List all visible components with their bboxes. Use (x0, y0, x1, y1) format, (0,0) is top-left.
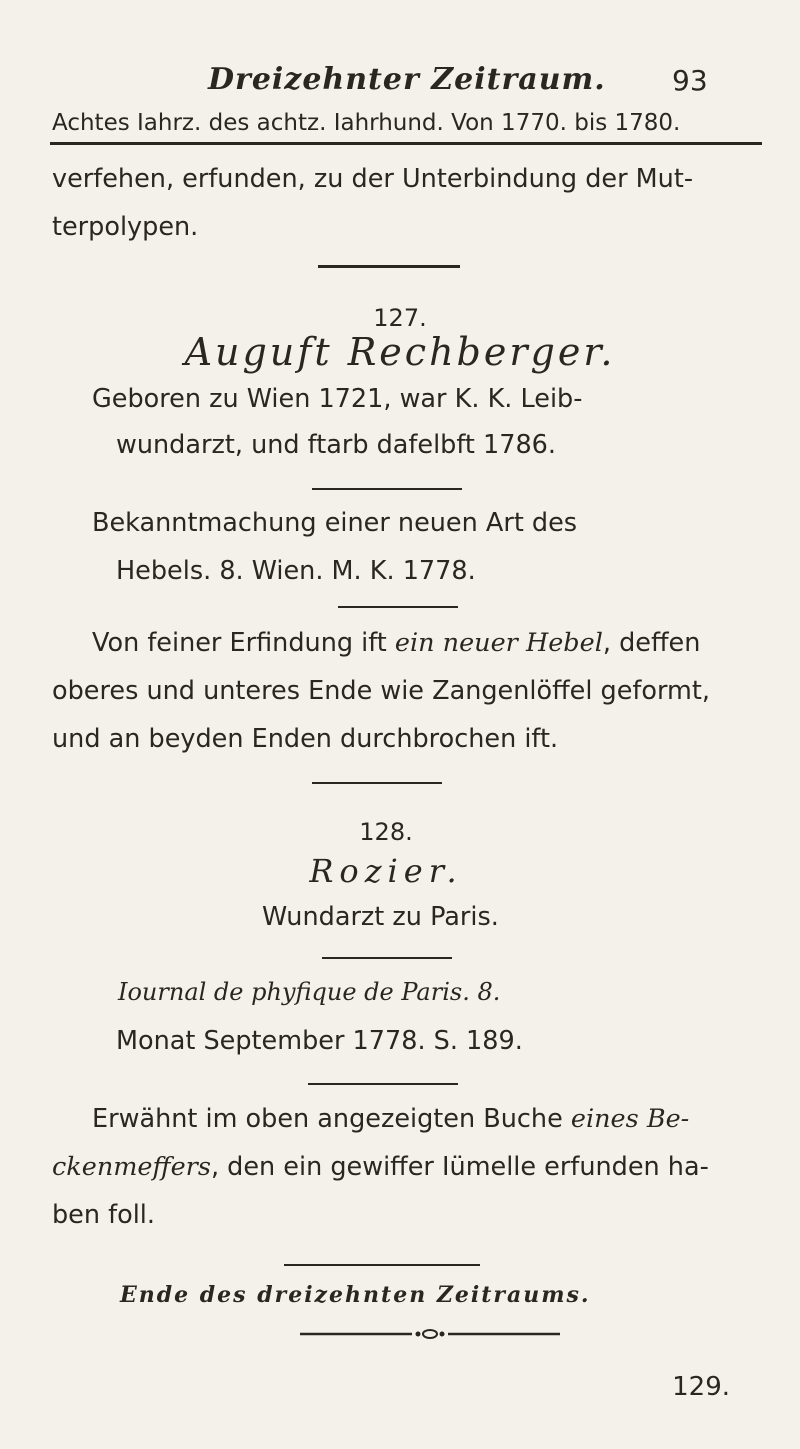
intro-line-1: verfehen, erfunden, zu der Unterbindung der Mut- (52, 164, 694, 194)
entry-128-rule-1 (322, 957, 452, 959)
entry-128-description-2 (52, 1152, 709, 1182)
entry-127-desc-text: Von feiner Erfindung ift (92, 628, 395, 658)
entry-127-description-2: oberes und unteres Ende wie Zangenlöffel geformt, (52, 676, 710, 706)
entry-128-reference-1: Iournal de phyfique de Paris. 8. (118, 978, 501, 1006)
entry-127-description-3: und an beyden Enden durchbrochen ift. (52, 724, 559, 754)
entry-127-description-1 (92, 628, 700, 658)
section-rule-2 (312, 782, 442, 784)
running-title: Dreizehnter Zeitraum. (208, 62, 606, 97)
intro-line-2: terpolypen. (52, 212, 199, 242)
entry-128-reference-2: Monat September 1778. S. 189. (116, 1026, 523, 1056)
ornament-divider (300, 1328, 560, 1340)
entry-127-rule-1 (312, 488, 462, 490)
section-rule-3 (284, 1264, 480, 1266)
entry-127-rule-2 (338, 606, 458, 608)
entry-127-desc-text-2: , deffen (602, 628, 701, 658)
entry-127-reference-2: Hebels. 8. Wien. M. K. 1778. (116, 556, 476, 586)
entry-127-reference-1: Bekanntmachung einer neuen Art des (92, 508, 578, 538)
entry-128-bio: Wundarzt zu Paris. (262, 902, 499, 932)
entry-127-number: 127. (373, 304, 427, 332)
entry-128-name: Rozier. (309, 852, 463, 890)
entry-128-number: 128. (359, 818, 413, 846)
entry-127-bio-1: Geboren zu Wien 1721, war K. K. Leib- (92, 384, 583, 414)
page-number: 93 (672, 64, 708, 97)
entry-128-desc-italic-2: ckenmeffers (52, 1152, 211, 1182)
entry-127-bio-2: wundarzt, und ftarb dafelbft 1786. (116, 430, 556, 460)
entry-128-desc-italic: eines Be- (570, 1104, 690, 1134)
catchword: 129. (672, 1372, 730, 1402)
header-rule (50, 142, 762, 145)
entry-128-rule-2 (308, 1083, 458, 1085)
entry-127-name: Auguft Rechberger. (184, 330, 616, 374)
section-rule (318, 265, 460, 268)
running-subtitle: Achtes Iahrz. des achtz. Iahrhund. Von 1770. bis 1780. (52, 110, 681, 136)
end-of-period-text: Ende des dreizehnten Zeitraums. (120, 1282, 591, 1308)
entry-128-description-3: ben foll. (52, 1200, 155, 1230)
entry-128-desc-text: Erwähnt im oben angezeigten Buche (92, 1104, 571, 1134)
entry-127-desc-italic: ein neuer Hebel (394, 628, 603, 658)
entry-128-desc-text-2: , den ein gewiffer Iümelle erfunden ha- (210, 1152, 709, 1182)
entry-128-description-1 (92, 1104, 689, 1134)
